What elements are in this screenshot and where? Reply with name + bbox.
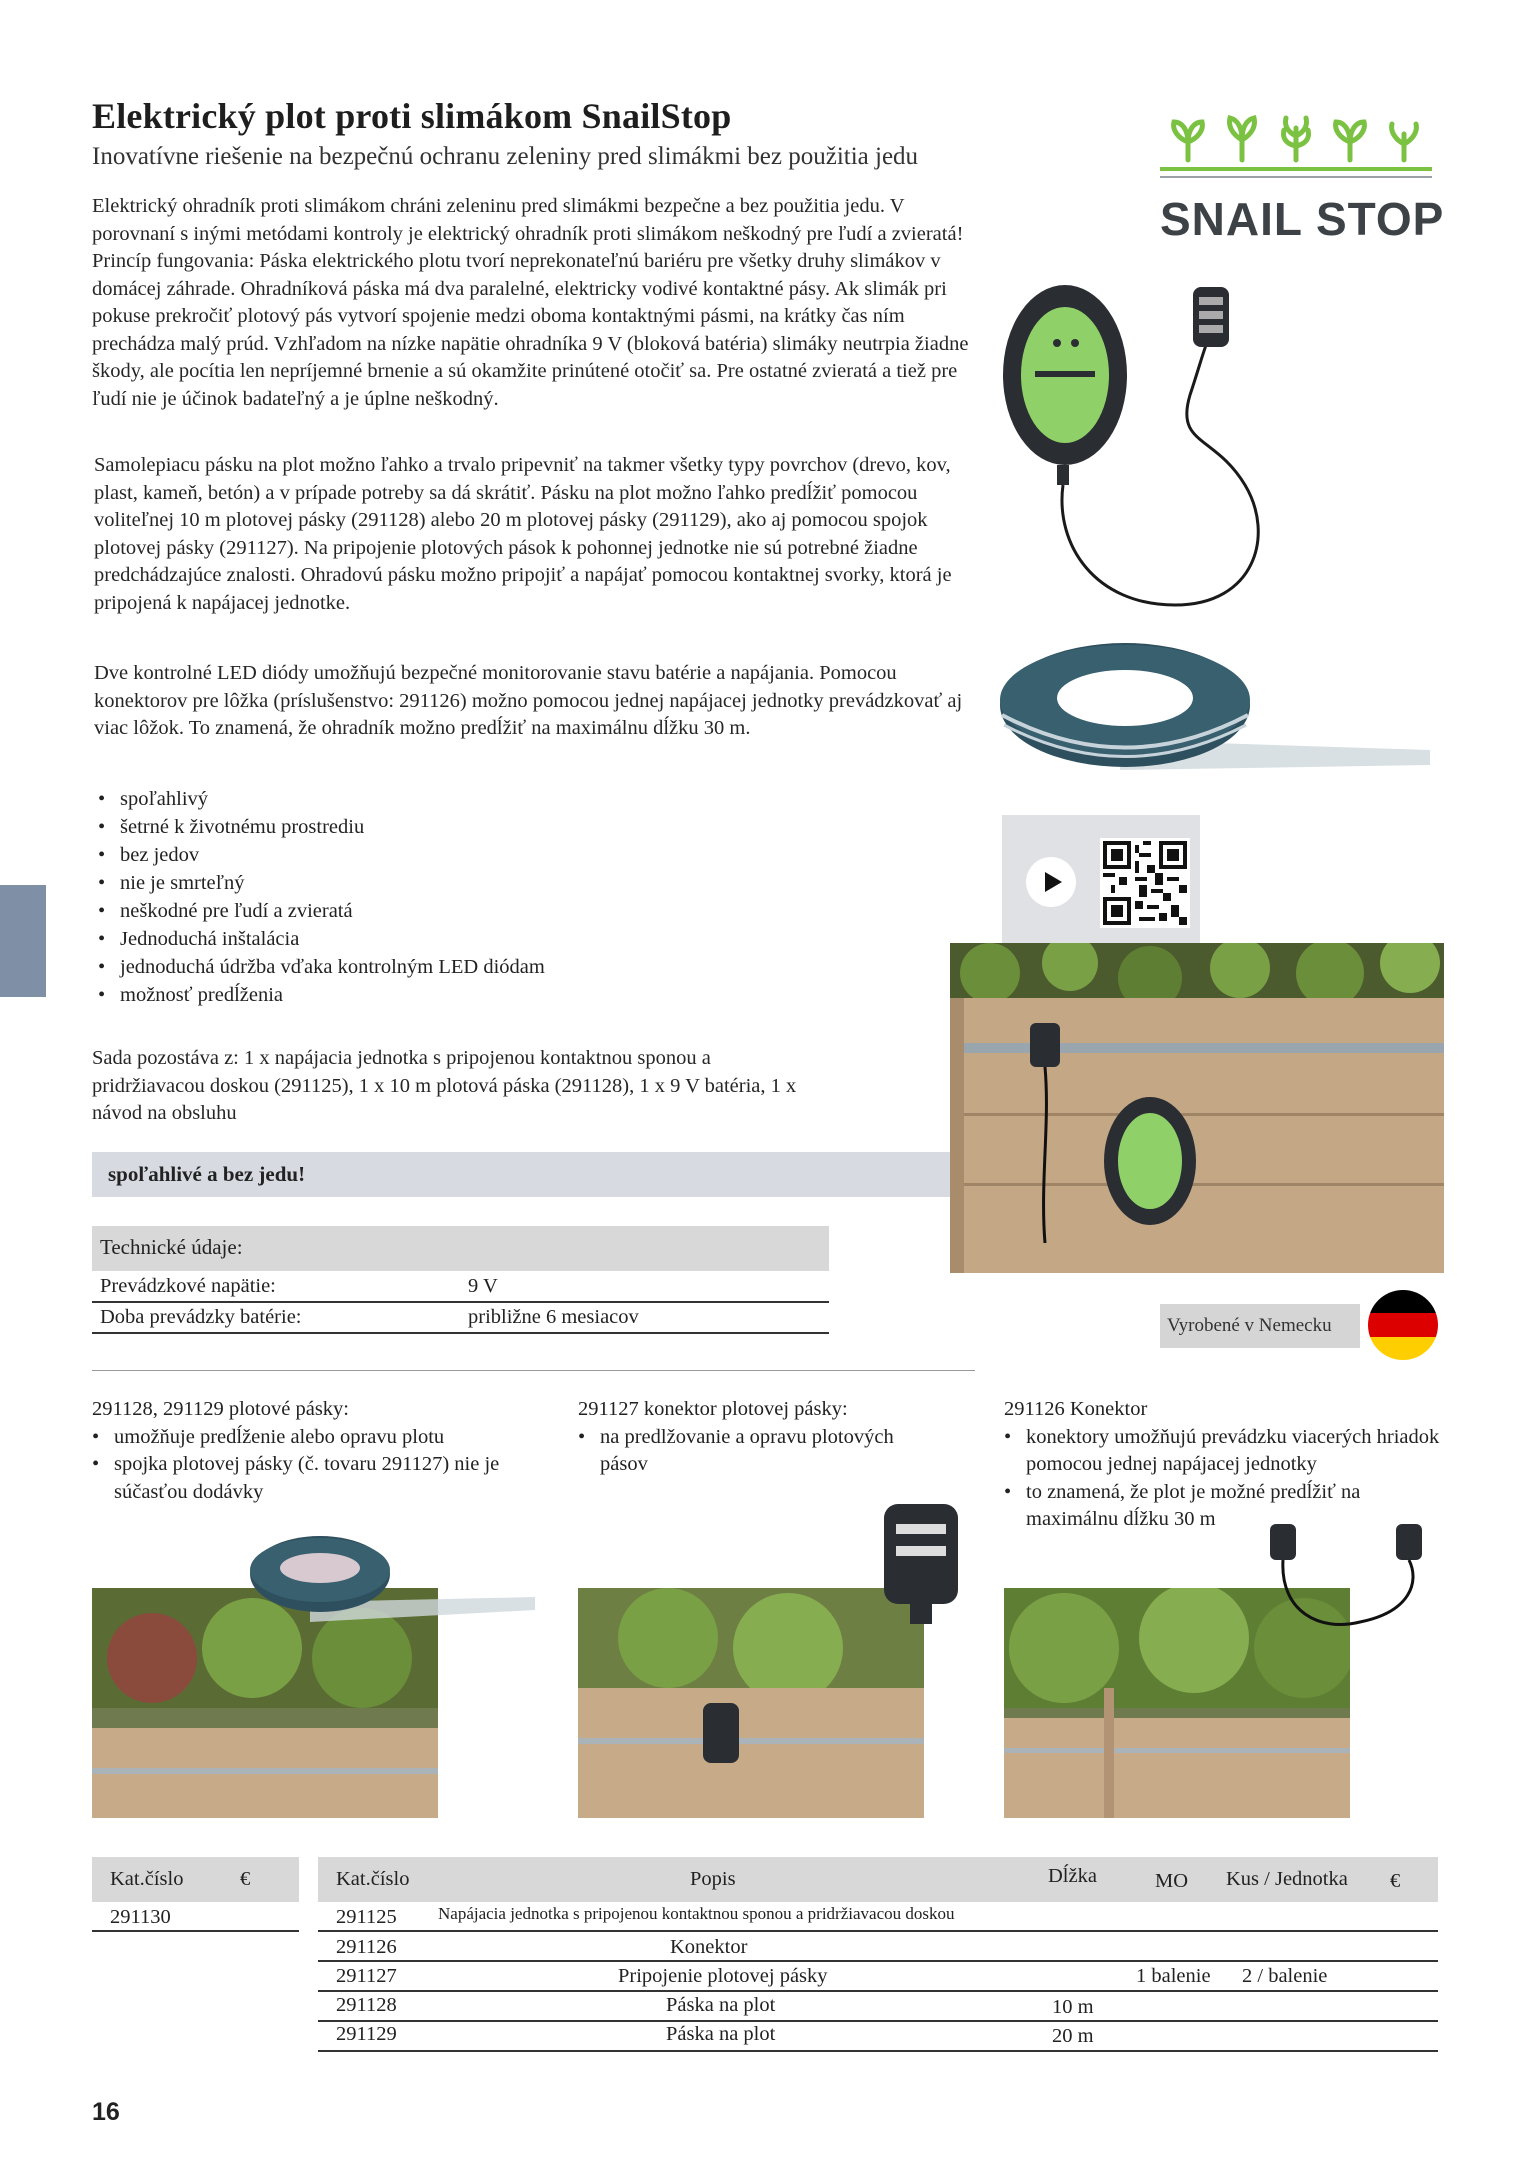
table-row [318, 1932, 1438, 1960]
page-title: Elektrický plot proti slimákom SnailStop [92, 96, 732, 136]
tape-roll-thumb [250, 1522, 540, 1632]
germany-flag-icon [1368, 1290, 1438, 1360]
list-item: • na predlžovanie a opravu plotových pásov [578, 1424, 908, 1479]
table-cell: 10 m [1052, 1996, 1094, 2018]
tech-value: približne 6 mesiacov [468, 1306, 639, 1328]
list-item: • umožňuje predĺženie alebo opravu plotu [92, 1424, 532, 1452]
power-unit-image [995, 285, 1295, 625]
small-table-header [92, 1857, 299, 1902]
accessory-title: 291127 konektor plotovej pásky: [578, 1398, 848, 1420]
list-item: • nie je smrteľný [96, 869, 696, 897]
table-cell: Pripojenie plotovej pásky [618, 1965, 828, 1987]
page-number: 16 [92, 2098, 120, 2126]
row-divider [92, 1930, 299, 1932]
list-item: • spoľahlivý [96, 785, 696, 813]
table-cell: Napájacia jednotka s pripojenou kontaktnou sponou a pridržiavacou doskou [438, 1904, 955, 1923]
column-header: Kat.číslo [336, 1868, 410, 1890]
page-subtitle: Inovatívne riešenie na bezpečnú ochranu zeleniny pred slimákmi bez použitia jedu [92, 143, 919, 170]
table-cell: 291126 [336, 1936, 397, 1958]
intro-paragraph-2: Samolepiacu pásku na plot možno ľahko a trvalo pripevniť na takmer všetky typy povrchov (drevo, kov, plast, kameň, betón) a v prípade potreby sa dá skrátiť. Pásku na plot možno ľahko predĺžiť pomocou voliteľnej 10 m plotovej pásky (291128) alebo 20 m plotovej pásky (291129), ako aj pomocou spojok plotovej pásky (291127). Na pripojenie plotových pások k pohonnej jednotke nie sú potrebné žiadne predchádzajúce znalosti. Ohradovú pásku možno pripojiť a napájať pomocou kontaktnej svorky, ktorá je pripojená k napájacej jednotke. [94, 454, 952, 614]
tech-label: Prevádzkové napätie: [100, 1275, 276, 1297]
table-row [92, 1902, 299, 1930]
list-item: • to znamená, že plot je možné predĺžiť na maximálnu dĺžku 30 m [1004, 1479, 1444, 1534]
table-cell: 291128 [336, 1994, 397, 2016]
connector-thumb [880, 1500, 962, 1628]
table-row [318, 2022, 1438, 2050]
list-item: • jednoduchá údržba vďaka kontrolným LED diódam [96, 953, 696, 981]
tech-table-header [92, 1226, 829, 1271]
list-item: • neškodné pre ľudí a zvieratá [96, 897, 696, 925]
intro-paragraph-3: Dve kontrolné LED diódy umožňujú bezpečné monitorovanie stavu batérie a napájania. Pomocou konektorov pre lôžka (príslušenstvo: 291126) možno pomocou jednej napájacej jednotky prevádzkovať aj viac lôžok. To znamená, že ohradník možno predĺžiť na maximálnu dĺžku 30 m. [94, 662, 963, 739]
row-divider [318, 2050, 1438, 2052]
table-cell: Konektor [670, 1936, 748, 1958]
tech-value: 9 V [468, 1275, 498, 1297]
accessory-list [92, 1424, 532, 1507]
table-cell: Páska na plot [666, 2023, 776, 2045]
column-header: Dĺžka [1048, 1865, 1097, 1887]
column-header: Kus / Jednotka [1226, 1868, 1348, 1890]
list-item: • možnosť predĺženia [96, 981, 696, 1009]
accessory-title: 291126 Konektor [1004, 1398, 1148, 1420]
highlight-banner [92, 1152, 950, 1197]
connector-accessory-image [578, 1588, 924, 1818]
play-icon [1026, 857, 1076, 907]
qr-code-icon[interactable] [1100, 838, 1190, 928]
tech-row [92, 1302, 829, 1334]
list-item: • konektory umožňujú prevádzku viacerých hriadok pomocou jednej napájacej jednotky [1004, 1424, 1444, 1479]
tech-row [92, 1271, 829, 1303]
table-cell: 291130 [110, 1906, 171, 1928]
table-cell: 20 m [1052, 2025, 1094, 2047]
accessory-list [578, 1424, 908, 1479]
logo-text: SNAIL STOP [1160, 193, 1445, 245]
table-cell: 291129 [336, 2023, 397, 2045]
made-in-text: Vyrobené v Nemecku [1167, 1315, 1332, 1336]
table-row [318, 1962, 1438, 1990]
set-contents: Sada pozostáva z: 1 x napájacia jednotka s pripojenou kontaktnou sponou a pridržiavacou doskou (291125), 1 x 10 m plotová páska (291128), 1 x 9 V batéria, 1 x návod na obsluhu [92, 1047, 797, 1124]
main-table-header [318, 1857, 1438, 1902]
list-item: • šetrné k životnému prostrediu [96, 813, 696, 841]
table-row [318, 1902, 1438, 1930]
section-tab [0, 885, 46, 997]
column-header: Kat.číslo [110, 1868, 184, 1890]
bed-connector-thumb [1260, 1522, 1430, 1642]
divider [92, 1370, 975, 1371]
table-cell: 291125 [336, 1906, 397, 1928]
table-cell: 291127 [336, 1965, 397, 1987]
table-cell: Páska na plot [666, 1994, 776, 2016]
accessory-list [1004, 1424, 1444, 1534]
column-header: MO [1155, 1870, 1189, 1892]
table-cell: 2 / balenie [1242, 1965, 1328, 1987]
play-button[interactable] [1026, 857, 1076, 907]
column-header: € [1390, 1870, 1401, 1892]
accessory-col-1 [92, 1396, 532, 1506]
accessory-col-2 [578, 1396, 908, 1479]
table-cell: 1 balenie [1136, 1965, 1211, 1987]
feature-list [96, 785, 696, 1009]
column-header: Popis [690, 1868, 736, 1890]
list-item: • spojka plotovej pásky (č. tovaru 291127) nie je súčasťou dodávky [92, 1451, 532, 1506]
accessory-col-3 [1004, 1396, 1444, 1534]
table-row [318, 1992, 1438, 2020]
banner-text: spoľahlivé a bez jedu! [108, 1162, 306, 1186]
garden-bed-image [950, 943, 1444, 1273]
column-header: € [240, 1868, 251, 1890]
made-in-badge [1160, 1304, 1360, 1348]
list-item: • bez jedov [96, 841, 696, 869]
tech-heading: Technické údaje: [100, 1235, 243, 1259]
tape-roll-image [1000, 620, 1440, 790]
tech-label: Doba prevádzky batérie: [100, 1306, 302, 1328]
accessory-title: 291128, 291129 plotové pásky: [92, 1398, 349, 1420]
snailstop-logo [1160, 110, 1445, 260]
list-item: • Jednoduchá inštalácia [96, 925, 696, 953]
intro-paragraph-1: Elektrický ohradník proti slimákom chráni zeleninu pred slimákmi bezpečne a bez použitia jedu. V porovnaní s inými metódami kontroly je elektrický ohradník proti slimákom neškodný pre ľudí a zvieratá! Princíp fungovania: Páska elektrického plotu tvorí neprekonateľnú bariéru pre všetky druhy slimákov v domácej záhrade. Ohradníková páska má dva paralelné, elektricky vodivé kontaktné pásy. Ak slimák pri pokuse prekročiť plotový pás vytvorí spojenie medzi oboma kontaktnými pásmi, na krátky čas ním prechádza malý prúd. Vzhľadom na nízke napätie ohradníka 9 V (bloková batéria) slimáky neutrpia žiadne škody, ale pocítia len nepríjemné brnenie a sú okamžite prinútené otočiť sa. Pre ostatné zvieratá a tiež pre ľudí nie je účinok badateľný a je úplne neškodný. [92, 195, 969, 410]
